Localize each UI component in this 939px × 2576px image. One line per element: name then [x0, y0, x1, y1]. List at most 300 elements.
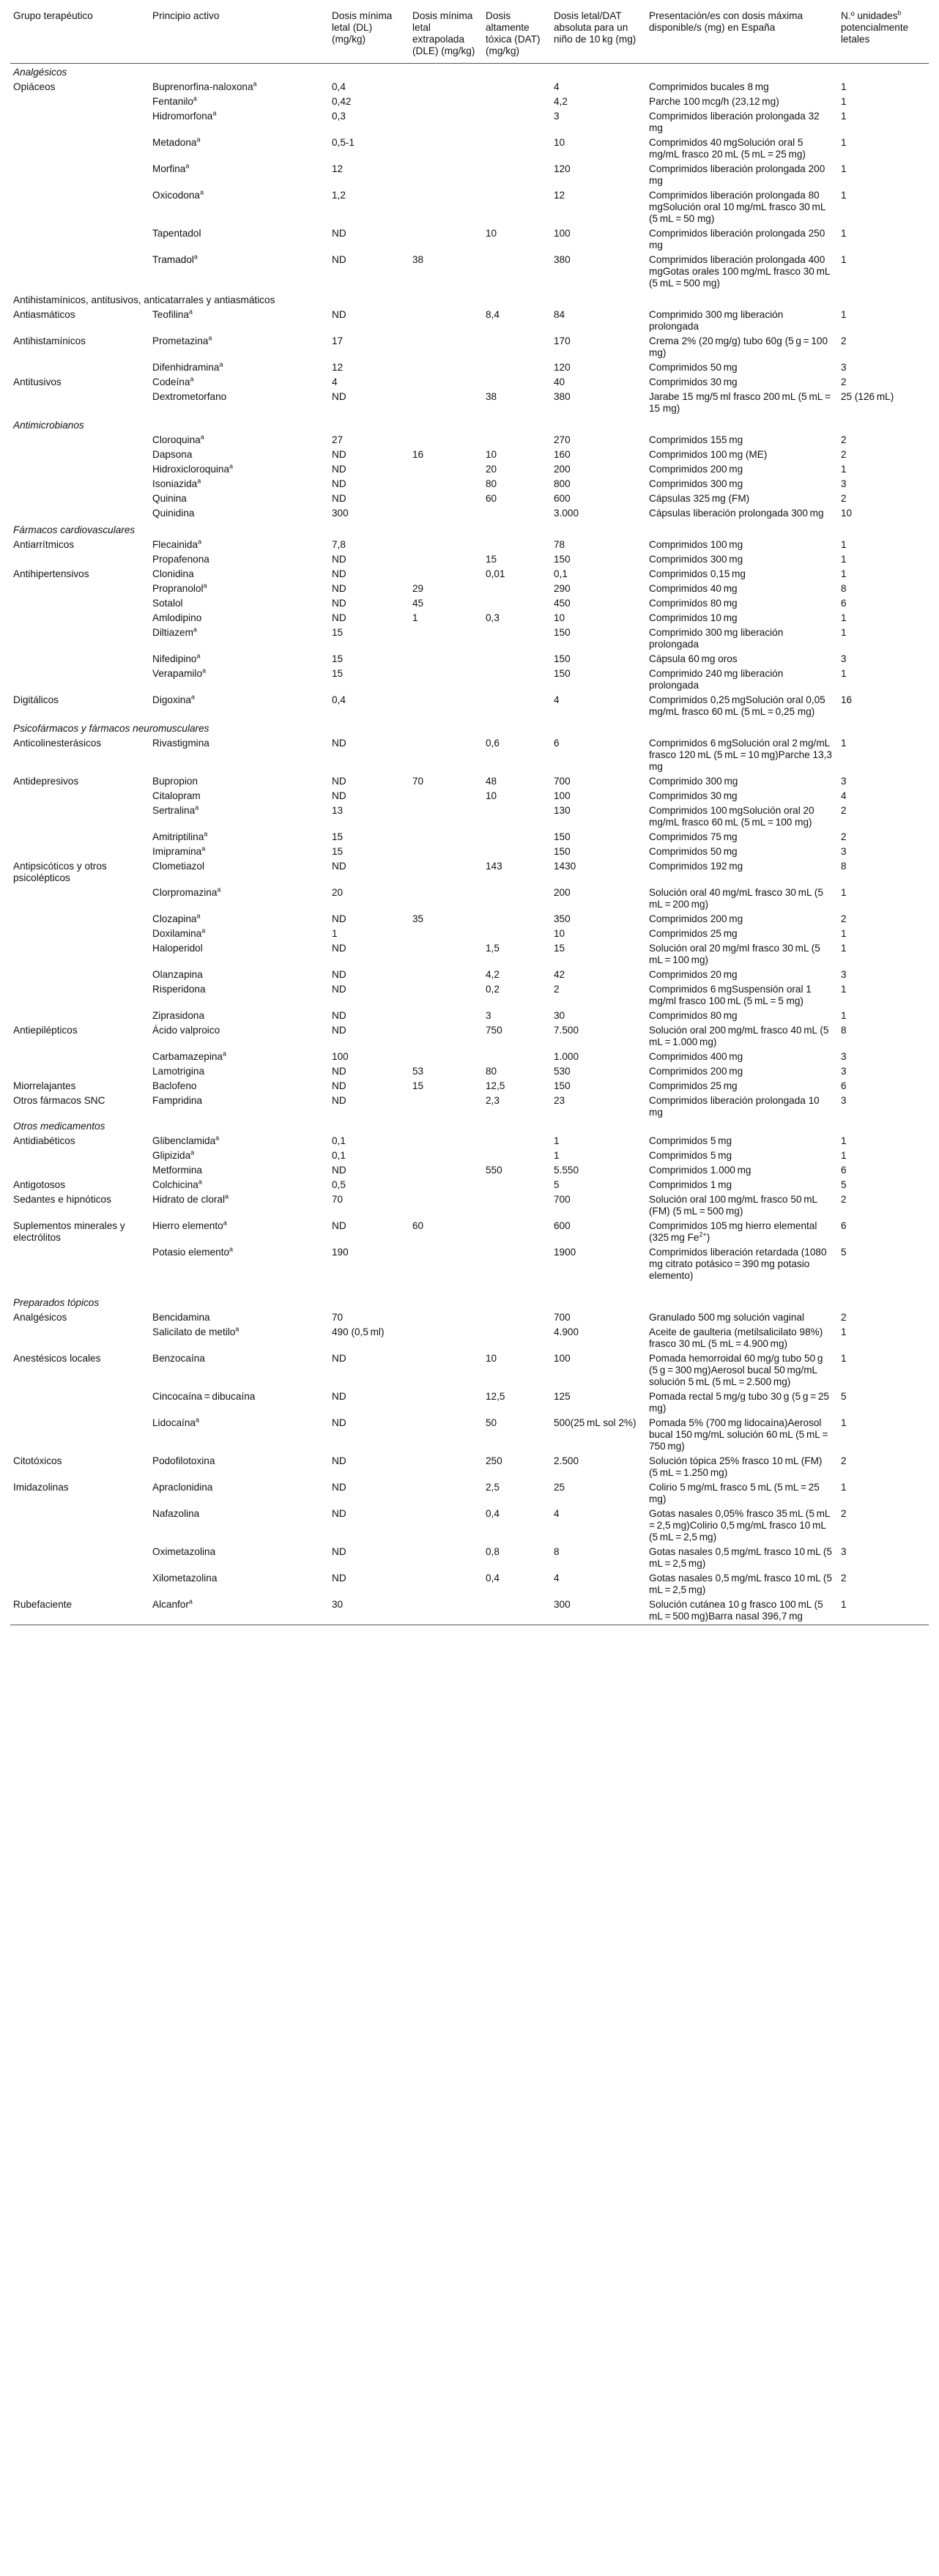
cell-grupo: [10, 927, 149, 942]
cell-dl: 20: [332, 887, 344, 898]
cell-dle: [409, 804, 483, 831]
cell-unidades: 1: [841, 1417, 847, 1428]
cell-dl: ND: [332, 790, 346, 801]
cell-absoluta: 0,1: [554, 568, 568, 579]
cell-dat: [483, 189, 551, 227]
footnote-mark: a: [198, 1178, 202, 1186]
footnote-mark: a: [193, 626, 197, 634]
cell-principio: [149, 612, 329, 626]
cell-dl: 0,4: [332, 694, 346, 705]
cell-presentacion: Comprimidos liberación retardada (1080 mg citrato potásico = 390 mg potasio elemento): [649, 1247, 829, 1281]
cell-dat: 0,8: [486, 1546, 500, 1557]
cell-absoluta: 350: [554, 913, 571, 924]
cell-dl: ND: [332, 449, 346, 460]
cell-dle: 70: [412, 776, 424, 787]
cell-grupo: [10, 1164, 149, 1178]
table-row: [10, 538, 929, 553]
cell-absoluta: 4: [554, 81, 560, 92]
cell-principio: [149, 667, 329, 694]
principio-text: Prometazina: [152, 335, 209, 346]
cell-grupo: [10, 448, 149, 463]
cell-dle: [409, 81, 483, 95]
cell-presentacion: Gotas nasales 0,5 mg/mL frasco 10 mL (5 mL = 2,5 mg): [649, 1573, 834, 1595]
table-row: [10, 1246, 929, 1284]
cell-absoluta: 125: [554, 1391, 571, 1402]
cell-dat: 2,3: [486, 1095, 500, 1106]
cell-dat: [483, 1246, 551, 1284]
cell-dat: 60: [486, 493, 497, 504]
cell-absoluta: 10: [554, 137, 565, 148]
cell-dat: [483, 1326, 551, 1352]
cell-dle: [409, 1193, 483, 1220]
cell-unidades: 3: [841, 1066, 847, 1077]
principio-text: Citalopram: [152, 790, 201, 801]
cell-presentacion: Comprimidos 192 mg: [649, 861, 743, 872]
principio-text: Oximetazolina: [152, 1546, 216, 1557]
cell-absoluta: 300: [554, 1599, 571, 1610]
cell-dl: 13: [332, 805, 344, 816]
cell-presentacion: Cápsula 60 mg oros: [649, 653, 738, 664]
header-dle: Dosis mínima letal extrapolada (DLE) (mg/kg): [412, 10, 475, 56]
cell-absoluta: 15: [554, 943, 565, 954]
cell-principio: [149, 448, 329, 463]
cell-dat: [483, 253, 551, 292]
table-row: [10, 913, 929, 927]
cell-dl: 27: [332, 434, 344, 445]
principio-text: Isoniazida: [152, 478, 198, 489]
table-row: [10, 1080, 929, 1094]
cell-dle: 38: [412, 254, 424, 265]
cell-grupo: Antipsicóticos y otros psicolépticos: [13, 861, 107, 883]
cell-absoluta: 150: [554, 1080, 571, 1091]
cell-dl: ND: [332, 1455, 346, 1466]
principio-text: Doxilamina: [152, 928, 202, 939]
cell-grupo: [10, 361, 149, 376]
cell-absoluta: 4: [554, 1573, 560, 1584]
cell-presentacion: Comprimidos bucales 8 mg: [649, 81, 769, 92]
cell-unidades: 1: [841, 309, 847, 320]
footnote-mark: a: [229, 1245, 234, 1253]
cell-absoluta: 2: [554, 984, 560, 995]
cell-dat: 0,3: [486, 612, 500, 623]
cell-dl: ND: [332, 1353, 346, 1364]
footnote-mark: a: [215, 1134, 220, 1142]
cell-presentacion: Solución oral 40 mg/mL frasco 30 mL (5 mL = 200 mg): [649, 887, 825, 910]
cell-principio: [149, 653, 329, 667]
principio-text: Glibenclamida: [152, 1135, 216, 1146]
cell-dl: ND: [332, 309, 346, 320]
cell-principio: [149, 463, 329, 478]
cell-dat: [483, 163, 551, 189]
cell-absoluta: 100: [554, 790, 571, 801]
footnote-mark: a: [193, 253, 198, 261]
cell-presentacion: Comprimidos liberación prolongada 200 mg: [649, 163, 828, 186]
cell-unidades: 1: [841, 228, 847, 239]
principio-text: Olanzapina: [152, 969, 203, 980]
cell-dle: [409, 110, 483, 136]
cell-grupo: [10, 831, 149, 845]
cell-presentacion: Solución cutánea 10 g frasco 100 mL (5 mL = 500 mg)Barra nasal 396,7 mg: [649, 1599, 825, 1622]
footnote-mark: a: [217, 886, 221, 894]
cell-unidades: 1: [841, 1599, 847, 1610]
cell-grupo: [10, 968, 149, 983]
cell-dat: 550: [486, 1165, 502, 1176]
cell-dle: [409, 538, 483, 553]
cell-unidades: 1: [841, 464, 847, 475]
header-unidades-label: N.º unidades: [841, 10, 898, 21]
principio-text: Difenhidramina: [152, 362, 220, 373]
cell-grupo: [10, 492, 149, 507]
cell-presentacion: Comprimidos 100 mgSolución oral 20 mg/mL frasco 60 mL (5 mL = 100 mg): [649, 805, 814, 828]
cell-unidades: 3: [841, 969, 847, 980]
cell-grupo: [10, 667, 149, 694]
cell-unidades: 2: [841, 1508, 847, 1519]
cell-dat: [483, 81, 551, 95]
cell-principio: [149, 1417, 329, 1455]
cell-dl: 15: [332, 653, 344, 664]
cell-dl: 12: [332, 163, 344, 174]
cell-principio: [149, 253, 329, 292]
cell-grupo: Suplementos minerales y electrólitos: [13, 1220, 125, 1243]
cell-dl: ND: [332, 1095, 346, 1106]
cell-absoluta: 200: [554, 464, 571, 475]
cell-presentacion: Comprimidos 75 mg: [649, 831, 738, 842]
cell-unidades: 1: [841, 554, 847, 565]
cell-dat: 38: [486, 391, 497, 402]
cell-grupo: [10, 434, 149, 448]
cell-presentacion: Granulado 500 mg solución vaginal: [649, 1312, 805, 1323]
cell-dat: 0,01: [486, 568, 505, 579]
principio-text: Tapentadol: [152, 228, 201, 239]
footnote-mark: a: [235, 1325, 240, 1333]
cell-dl: ND: [332, 1220, 346, 1231]
cell-dle: [409, 968, 483, 983]
cell-unidades: 6: [841, 1220, 847, 1231]
principio-text: Cloroquina: [152, 434, 201, 445]
table-row: [10, 1164, 929, 1178]
cell-grupo: [10, 913, 149, 927]
cell-dle: [409, 1455, 483, 1481]
cell-presentacion: Comprimidos 155 mg: [649, 434, 743, 445]
cell-dat: [483, 1178, 551, 1193]
cell-absoluta: 530: [554, 1066, 571, 1077]
table-row: [10, 1149, 929, 1164]
cell-grupo: [10, 790, 149, 804]
section-label: Analgésicos: [13, 67, 67, 78]
principio-text: Bencidamina: [152, 1312, 210, 1323]
footnote-mark: a: [197, 538, 201, 546]
principio-text: Fampridina: [152, 1095, 202, 1106]
cell-dat: [483, 913, 551, 927]
cell-unidades: 1: [841, 1326, 847, 1337]
cell-dl: 12: [332, 362, 344, 373]
cell-grupo: Opiáceos: [13, 81, 56, 92]
cell-dl: ND: [332, 913, 346, 924]
cell-dat: [483, 597, 551, 612]
cell-absoluta: 450: [554, 598, 571, 609]
cell-absoluta: 100: [554, 228, 571, 239]
cell-dl: 490 (0,5 ml): [332, 1326, 385, 1337]
cell-unidades: 8: [841, 861, 847, 872]
cell-absoluta: 120: [554, 163, 571, 174]
cell-grupo: [10, 653, 149, 667]
cell-absoluta: 1: [554, 1150, 560, 1161]
principio-text: Hidrato de cloral: [152, 1194, 225, 1205]
cell-principio: [149, 1220, 329, 1246]
cell-unidades: 1: [841, 887, 847, 898]
footnote-mark: a: [196, 136, 201, 144]
cell-absoluta: 4: [554, 694, 560, 705]
cell-principio: [149, 1178, 329, 1193]
cell-principio: [149, 335, 329, 361]
cell-principio: [149, 1326, 329, 1352]
cell-dle: [409, 1598, 483, 1625]
cell-principio: [149, 507, 329, 521]
cell-dl: ND: [332, 612, 346, 623]
table-row: [10, 1193, 929, 1220]
principio-text: Glipizida: [152, 1150, 191, 1161]
cell-presentacion: Comprimidos 100 mg: [649, 539, 743, 550]
cell-presentacion: Crema 2% (20 mg/g) tubo 60g (5 g = 100 mg): [649, 335, 830, 358]
table-row: [10, 790, 929, 804]
cell-dat: 2,5: [486, 1482, 500, 1493]
table-row: [10, 1455, 929, 1481]
cell-dat: [483, 335, 551, 361]
cell-dl: 100: [332, 1051, 349, 1062]
cell-unidades: 3: [841, 362, 847, 373]
cell-unidades: 1: [841, 1135, 847, 1146]
cell-grupo: [10, 390, 149, 417]
cell-presentacion: Cápsulas liberación prolongada 300 mg: [649, 508, 824, 519]
cell-dl: ND: [332, 598, 346, 609]
cell-dl: ND: [332, 1417, 346, 1428]
cell-principio: [149, 1311, 329, 1326]
cell-unidades: 3: [841, 478, 847, 489]
cell-grupo: Imidazolinas: [13, 1482, 69, 1493]
cell-absoluta: 8: [554, 1546, 560, 1557]
cell-dl: 1: [332, 928, 338, 939]
cell-principio: [149, 1481, 329, 1507]
table-row: [10, 463, 929, 478]
footnote-mark: a: [222, 1050, 226, 1058]
cell-dle: [409, 1178, 483, 1193]
table-row: [10, 694, 929, 720]
cell-dl: ND: [332, 969, 346, 980]
cell-unidades: 1: [841, 668, 847, 679]
cell-dle: [409, 136, 483, 163]
cell-dle: [409, 335, 483, 361]
cell-grupo: Antidepresivos: [13, 776, 79, 787]
table-row: [10, 553, 929, 568]
table-row: [10, 1481, 929, 1507]
cell-presentacion: Comprimido 300 mg: [649, 776, 738, 787]
cell-unidades: 1: [841, 96, 847, 107]
table-row: [10, 163, 929, 189]
cell-grupo: [10, 1149, 149, 1164]
principio-text: Propafenona: [152, 554, 209, 565]
cell-absoluta: 150: [554, 846, 571, 857]
cell-dat: [483, 1220, 551, 1246]
table-row: [10, 1545, 929, 1572]
cell-grupo: [10, 1326, 149, 1352]
cell-dl: 0,4: [332, 81, 346, 92]
cell-absoluta: 500(25 mL sol 2%): [554, 1417, 636, 1428]
table-row: [10, 1220, 929, 1246]
cell-dle: [409, 667, 483, 694]
cell-dat: [483, 1598, 551, 1625]
cell-dat: [483, 376, 551, 390]
cell-presentacion: Comprimido 300 mg liberación prolongada: [649, 309, 784, 332]
table-row: [10, 860, 929, 886]
footnote-mark: a: [200, 433, 204, 441]
header-absoluta: Dosis letal/DAT absoluta para un niño de 10 kg (mg): [554, 10, 636, 45]
cell-absoluta: 5.550: [554, 1165, 579, 1176]
cell-grupo: [10, 1065, 149, 1080]
cell-grupo: Digitálicos: [13, 694, 59, 705]
cell-dat: [483, 1050, 551, 1065]
cell-grupo: [10, 942, 149, 968]
principio-text: Cincocaína = dibucaína: [152, 1391, 256, 1402]
cell-principio: [149, 81, 329, 95]
table-row: [10, 390, 929, 417]
cell-unidades: 1: [841, 254, 847, 265]
cell-dat: 12,5: [486, 1080, 505, 1091]
cell-absoluta: 3: [554, 111, 560, 122]
cell-unidades: 25 (126 mL): [841, 391, 894, 402]
footnote-mark: a: [212, 109, 217, 117]
cell-presentacion: Comprimidos 400 mg: [649, 1051, 743, 1062]
cell-grupo: Antitusivos: [13, 376, 62, 387]
principio-text: Teofilina: [152, 309, 189, 320]
cell-dat: [483, 653, 551, 667]
cell-dat: [483, 1149, 551, 1164]
cell-dl: 30: [332, 1599, 344, 1610]
cell-presentacion: Comprimidos liberación prolongada 10 mg: [649, 1095, 822, 1118]
table-row: [10, 886, 929, 913]
cell-absoluta: 30: [554, 1010, 565, 1021]
cell-presentacion: Colirio 5 mg/mL frasco 5 mL (5 mL = 25 mg): [649, 1482, 822, 1504]
cell-absoluta: 3.000: [554, 508, 579, 519]
cell-dat: 12,5: [486, 1391, 505, 1402]
cell-unidades: 1: [841, 568, 847, 579]
cell-grupo: Antidiabéticos: [13, 1135, 75, 1146]
cell-principio: [149, 492, 329, 507]
cell-dl: 0,42: [332, 96, 352, 107]
principio-text: Baclofeno: [152, 1080, 197, 1091]
cell-dat: [483, 1193, 551, 1220]
cell-dat: 15: [486, 554, 497, 565]
cell-principio: [149, 968, 329, 983]
cell-dat: [483, 1135, 551, 1149]
cell-dle: [409, 492, 483, 507]
table-row: [10, 1050, 929, 1065]
cell-absoluta: 1.000: [554, 1051, 579, 1062]
table-row: [10, 582, 929, 597]
cell-unidades: 2: [841, 449, 847, 460]
footnote-mark: a: [200, 188, 204, 196]
cell-dle: [409, 983, 483, 1009]
footnote-mark: a: [208, 334, 212, 342]
cell-principio: [149, 913, 329, 927]
table-row: [10, 1572, 929, 1598]
cell-principio: [149, 361, 329, 376]
cell-principio: [149, 434, 329, 448]
cell-principio: [149, 1572, 329, 1598]
cell-dle: [409, 361, 483, 376]
cell-presentacion: Comprimidos 300 mg: [649, 478, 743, 489]
section-row: [10, 64, 929, 81]
table-header: [10, 6, 929, 64]
cell-dle: [409, 376, 483, 390]
cell-grupo: Rubefaciente: [13, 1599, 73, 1610]
cell-principio: [149, 568, 329, 582]
cell-absoluta: 380: [554, 391, 571, 402]
cell-dle: [409, 1050, 483, 1065]
cell-dle: 35: [412, 913, 424, 924]
section-label: Antimicrobianos: [13, 420, 84, 431]
header-unidades-sup: b: [897, 9, 902, 17]
table-row: [10, 110, 929, 136]
principio-text: Potasio elemento: [152, 1247, 230, 1258]
cell-dl: 15: [332, 846, 344, 857]
cell-principio: [149, 1246, 329, 1284]
cell-principio: [149, 1455, 329, 1481]
cell-dat: [483, 1311, 551, 1326]
cell-absoluta: 4,2: [554, 96, 568, 107]
cell-principio: [149, 886, 329, 913]
cell-grupo: Antiepilépticos: [13, 1025, 78, 1036]
cell-dle: [409, 1417, 483, 1455]
cell-grupo: [10, 1545, 149, 1572]
cell-dle: [409, 1352, 483, 1390]
cell-unidades: 5: [841, 1247, 847, 1258]
cell-presentacion: Pomada 5% (700 mg lidocaína)Aerosol bucal 150 mg/mL solución 60 mL (5 mL = 750 mg): [649, 1417, 831, 1452]
principio-text: Apraclonidina: [152, 1482, 213, 1493]
cell-absoluta: 23: [554, 1095, 565, 1106]
cell-dl: ND: [332, 554, 346, 565]
section-row: [10, 720, 929, 737]
footnote-mark: a: [196, 652, 201, 660]
cell-dl: 4: [332, 376, 338, 387]
cell-principio: [149, 1545, 329, 1572]
cell-unidades: 1: [841, 738, 847, 749]
cell-dl: ND: [332, 738, 346, 749]
principio-text: Flecainida: [152, 539, 198, 550]
cell-principio: [149, 390, 329, 417]
table-row: [10, 845, 929, 860]
cell-grupo: [10, 136, 149, 163]
cell-principio: [149, 694, 329, 720]
cell-unidades: 3: [841, 1546, 847, 1557]
cell-presentacion: Comprimido 240 mg liberación prolongada: [649, 668, 784, 691]
cell-absoluta: 7.500: [554, 1025, 579, 1036]
cell-principio: [149, 1507, 329, 1545]
cell-principio: [149, 308, 329, 335]
footnote-mark: a: [197, 477, 201, 485]
cell-presentacion: Comprimidos 200 mg: [649, 464, 743, 475]
cell-unidades: 2: [841, 805, 847, 816]
table-row: [10, 612, 929, 626]
cell-presentacion: Comprimidos 100 mg (ME): [649, 449, 768, 460]
cell-dl: 300: [332, 508, 349, 519]
cell-unidades: 1: [841, 627, 847, 638]
table-body: [10, 64, 929, 1625]
cell-absoluta: 600: [554, 493, 571, 504]
principio-text: Metformina: [152, 1165, 202, 1176]
principio-text: Sotalol: [152, 598, 183, 609]
table-row: [10, 597, 929, 612]
table-row: [10, 189, 929, 227]
